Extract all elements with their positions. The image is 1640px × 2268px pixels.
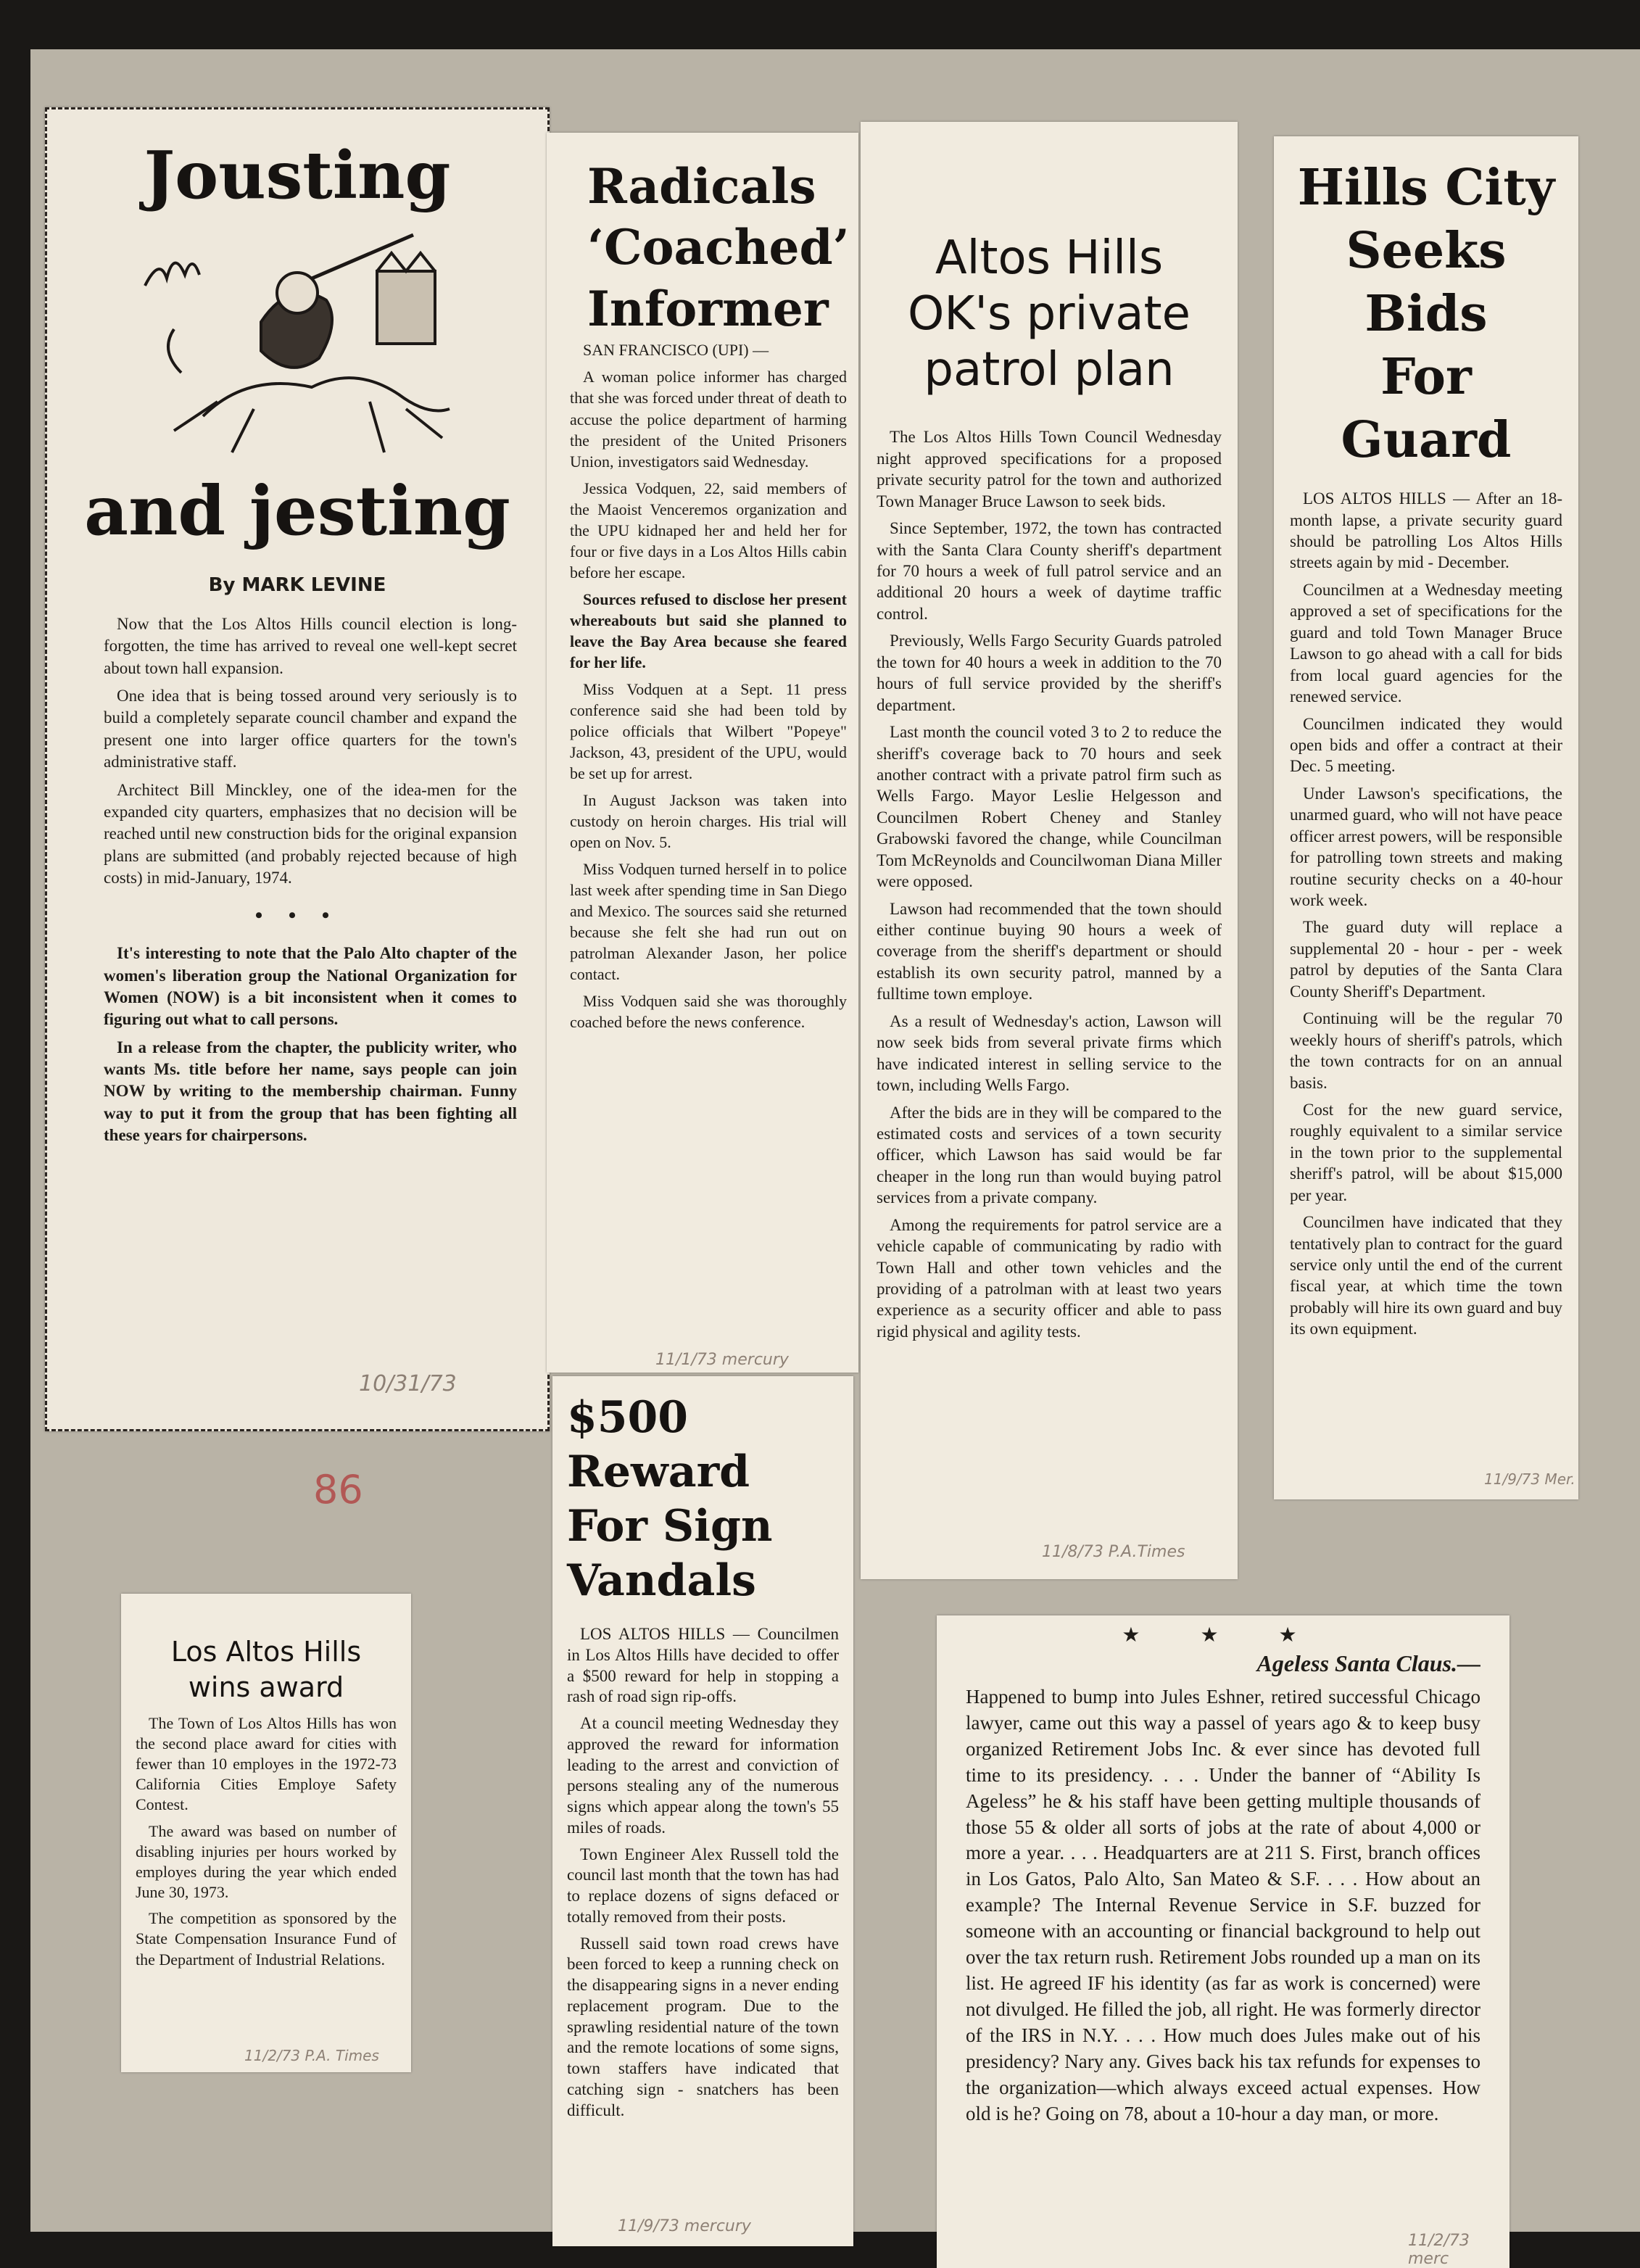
handwritten-note: 11/1/73 mercury <box>655 1351 789 1369</box>
section-separator: • • • <box>254 903 340 928</box>
article-body-bold <box>47 943 547 1146</box>
handwritten-note: 11/2/73 merc <box>1408 2232 1470 2268</box>
paragraph: In a release from the chapter, the publicity writer, who wants Ms. title before her name, says people can join NOW by writing to the membership chairman. Funny way to put it from the group that has been fighting all these years for chairpersons. <box>104 1038 517 1145</box>
paragraph: In August Jackson was taken into custody on heroin charges. His trial will open on Nov. 5. <box>570 791 847 852</box>
scrapbook-page <box>30 49 1640 2268</box>
headline-line: Los Altos Hills <box>170 1636 362 1668</box>
headline-line: Informer <box>587 280 829 337</box>
headline-line: Radicals <box>587 158 816 215</box>
headline-line: Vandals <box>567 1555 756 1606</box>
clipping-ageless-santa-claus <box>937 1615 1509 2268</box>
paragraph: Under Lawson's specifications, the unarmed guard, who will not have peace officer arrest powers, will be responsible for patrolling town streets and making routine security checks on a 40-hour work week. <box>1290 784 1562 910</box>
headline-line: Altos Hills <box>935 231 1164 285</box>
clipping-radicals-coached-informer <box>547 133 858 1373</box>
paragraph: The award was based on number of disabling injuries per hours worked by employes during the year which ended June 30, 1973. <box>136 1821 397 1902</box>
handwritten-note: 11/9/73 mercury <box>618 2217 751 2235</box>
star-separator: ★ ★ ★ <box>1122 1624 1325 1647</box>
paragraph: The competition as sponsored by the State Compensation Insurance Fund of the Department of Industrial Relations. <box>136 1909 397 1969</box>
headline-line: $500 Reward <box>567 1392 750 1497</box>
jousting-headline: Jousting <box>144 137 451 214</box>
headline-line: wins award <box>188 1671 344 1704</box>
byline: By MARK LEVINE <box>208 574 386 597</box>
paragraph: Town Engineer Alex Russell told the council last month that the town has had to replace dozens of signs defaced or totally removed from their posts. <box>567 1845 839 1926</box>
paragraph: LOS ALTOS HILLS — Councilmen in Los Altos Hills have decided to offer a $500 reward for help in stopping a rash of road sign rip-offs. <box>567 1625 839 1706</box>
altos-headline <box>877 231 1222 397</box>
paragraph: The Town of Los Altos Hills has won the second place award for cities with fewer than 10 employes in the 1972-73 California Cities Employe Safety Contest. <box>136 1713 397 1814</box>
clipping-los-altos-hills-wins-award <box>121 1594 411 2072</box>
paragraph: As a result of Wednesday's action, Lawson will now seek bids from several private firms which have indicated interest in selling service to the town, including Wells Fargo. <box>877 1011 1222 1095</box>
paragraph: Among the requirements for patrol service are a vehicle capable of communicating by radio with Town Hall and other town vehicles and the providing of a patrolman with at least two years experience as a security officer and able to pass rigid physical and agility tests. <box>877 1215 1222 1341</box>
paragraph: Lawson had recommended that the town should either continue buying 90 hours a week of coverage from the sheriff's department or should establish its own security patrol, manned by a fulltime town employe. <box>877 899 1222 1003</box>
paragraph: Since September, 1972, the town has contracted with the Santa Clara County sheriff's department for 70 hours a week of full patrol service and an additional 20 hours a week of daytime traffic control. <box>877 519 1222 623</box>
paragraph: Councilmen have indicated that they tentatively plan to contract for the guard service only until the end of the current fiscal year, at which time the town probably will hire its own guard and buy its own equipment. <box>1290 1213 1562 1338</box>
clipping-500-reward-sign-vandals <box>552 1376 853 2246</box>
article-body <box>136 1713 397 1970</box>
headline-line: patrol plan <box>924 342 1175 397</box>
paragraph: Last month the council voted 3 to 2 to reduce the sheriff's coverage back to 70 hours and seek another contract with a private patrol firm such as Wells Fargo. Mayor Leslie Helgesson and Councilmen Robert Cheney and Stanley Grabowski favored the change, while Councilman Tom McReynolds and Councilwoman Diana Miller were opposed. <box>877 723 1222 891</box>
headline-line: Seeks Bids <box>1346 222 1507 344</box>
article-body <box>1290 488 1562 1340</box>
paragraph: Cost for the new guard service, roughly equivalent to a similar service in the town prior to the supplemental sheriff's patrol, will be about $15,000 per year. <box>1290 1100 1562 1204</box>
handwritten-note: 11/8/73 P.A.Times <box>1042 1543 1185 1561</box>
paragraph: The Los Altos Hills Town Council Wednesday night approved specifications for a proposed private security patrol for the town and authorized Town Manager Bruce Lawson to seek bids. <box>877 428 1222 510</box>
hills-headline <box>1290 157 1562 472</box>
paragraph: Now that the Los Altos Hills council election is long-forgotten, the time has arrived to reveal one well-kept secret about town hall expansion. <box>104 615 517 677</box>
paragraph: Russell said town road crews have been forced to keep a running check on the disappearing signs in a never ending replacement program. Due to the sprawling residential nature of the town and the remote locations of some signs, town staffers have indicated that catching sign - snatchers has been difficult. <box>567 1934 839 2119</box>
headline-line: For Guard <box>1341 348 1512 470</box>
clipping-altos-hills-private-patrol <box>861 122 1238 1579</box>
paragraph: Councilmen indicated they would open bids and offer a contract at their Dec. 5 meeting. <box>1290 714 1562 776</box>
headline-line: ‘Coached’ <box>587 219 850 276</box>
article-body <box>47 613 547 889</box>
radicals-headline <box>587 156 850 339</box>
paragraph: After the bids are in they will be compared to the estimated costs and services of a town security officer, which Lawson has said would be far cheaper in the long run than would buying patrol services from a private company. <box>877 1103 1222 1207</box>
clipping-hills-city-seeks-bids <box>1274 136 1578 1499</box>
article-body <box>877 426 1222 1342</box>
paragraph: Miss Vodquen turned herself in to police last week after spending time in San Diego and Mexico. The sources said she returned because she felt she had run out on patrolman Alexander Jason, her police contact. <box>570 860 847 984</box>
headline-line: OK's private <box>908 286 1190 341</box>
headline-line: Hills City <box>1297 159 1555 217</box>
award-headline <box>136 1634 397 1706</box>
handwritten-date: 10/31/73 <box>359 1371 457 1396</box>
paragraph: Previously, Wells Fargo Security Guards patroled the town for 40 hours a week in addition to the 70 hours of full service provided by the sheriff's department. <box>877 632 1222 714</box>
clipping-jousting-and-jesting <box>45 107 550 1431</box>
headline-line: For Sign <box>567 1501 773 1552</box>
paragraph: Continuing will be the regular 70 weekly hours of sheriff's patrols, which the town contracts for on an annual basis. <box>1290 1009 1562 1092</box>
knight-on-horse-illustration <box>131 228 464 467</box>
article-body <box>567 1624 839 2121</box>
paragraph: Miss Vodquen said she was thoroughly coached before the news conference. <box>570 992 847 1032</box>
reward-headline <box>567 1391 839 1608</box>
article-body <box>558 339 847 1032</box>
paragraph: It's interesting to note that the Palo Alto chapter of the women's liberation group the National Organization for Women (NOW) is a bit inconsistent when it comes to figuring out what to call persons. <box>104 944 517 1029</box>
paragraph: The guard duty will replace a supplemental 20 - hour - per - week patrol by deputies of the Santa Clara County Sheriff's Department. <box>1290 918 1562 1001</box>
paragraph: LOS ALTOS HILLS — After an 18-month lapse, a private security guard should be patrolling Los Altos Hills streets again by mid - December. <box>1290 489 1562 572</box>
paragraph: Councilmen at a Wednesday meeting approved a set of specifications for the guard and told Town Manager Bruce Lawson to go ahead with a call for bids from local guard agencies for the renewed service. <box>1290 580 1562 706</box>
handwritten-note: 11/9/73 Mer. <box>1484 1470 1575 1488</box>
column-heading: Ageless Santa Claus.— <box>1256 1650 1480 1676</box>
handwritten-page-number: 86 <box>313 1467 363 1512</box>
paragraph: At a council meeting Wednesday they approved the reward for information leading to the arrest and conviction of persons stealing any of the numerous signs which appear along the town's 55 miles of roads. <box>567 1714 839 1837</box>
paragraph: One idea that is being tossed around very seriously is to build a completely separate council chamber and expand the present one into larger office quarters for the town's administrative staff. <box>104 687 517 771</box>
paragraph: Jessica Vodquen, 22, said members of the Maoist Venceremos organization and the UPU kidnaped her and held her for four or five days in a Los Altos Hills cabin before her escape. <box>570 479 847 582</box>
dateline: SAN FRANCISCO (UPI) — <box>583 341 769 360</box>
jousting-headline-2: and jesting <box>84 471 510 552</box>
paragraph: A woman police informer has charged that she was forced under threat of death to accuse the police department of harming the president of the United Prisoners Union, investigators said Wednesday. <box>570 368 847 471</box>
paragraph: Miss Vodquen at a Sept. 11 press conference said she had been told by police officials that Wilbert "Popeye" Jackson, 43, president of the UPU, would be set up for arrest. <box>570 679 847 782</box>
paragraph: Sources refused to disclose her present whereabouts but said she planned to leave the Bay Area because she feared for her life. <box>570 589 847 671</box>
paragraph: Architect Bill Minckley, one of the idea-men for the expanded city quarters, emphasizes that no decision will be reached until new construction bids for the original expansion plans are submitted (and probably rejected because of high costs) in mid-January, 1974. <box>104 780 517 887</box>
column-body: Happened to bump into Jules Eshner, retired successful Chicago lawyer, came out this way a passel of years ago & to keep busy organized Retirement Jobs Inc. & ever since has devoted full time to its presidency. . . . Under the banner of “Ability Is Ageless” he & his staff have been getting multiple thousands of those 55 & older all sorts of jobs at the rate of about 4,000 or more a year. . . . Headquarters are at 211 S. First, branch offices in Los Gatos, Palo Alto, San Mateo & S.F. . . . How about an example? The Internal Revenue Service in S.F. buzzed for someone with an accounting or financial background to help out over the tax return rush. Retirement Jobs rounded up a man on its list. He agreed IF his identity (as far as work is concerned) were not divulged. He filled the job, all right. He was formerly director of the IRS in N.Y. . . . How much does Jules make out of his presidency? Nary any. Gives back his tax refunds for expenses to the organization—which always exceed actual expenses. How old is he? Going on 78, about a 10-hour a day man, or more. <box>966 1686 1480 2124</box>
handwritten-note: 11/2/73 P.A. Times <box>244 2047 379 2064</box>
